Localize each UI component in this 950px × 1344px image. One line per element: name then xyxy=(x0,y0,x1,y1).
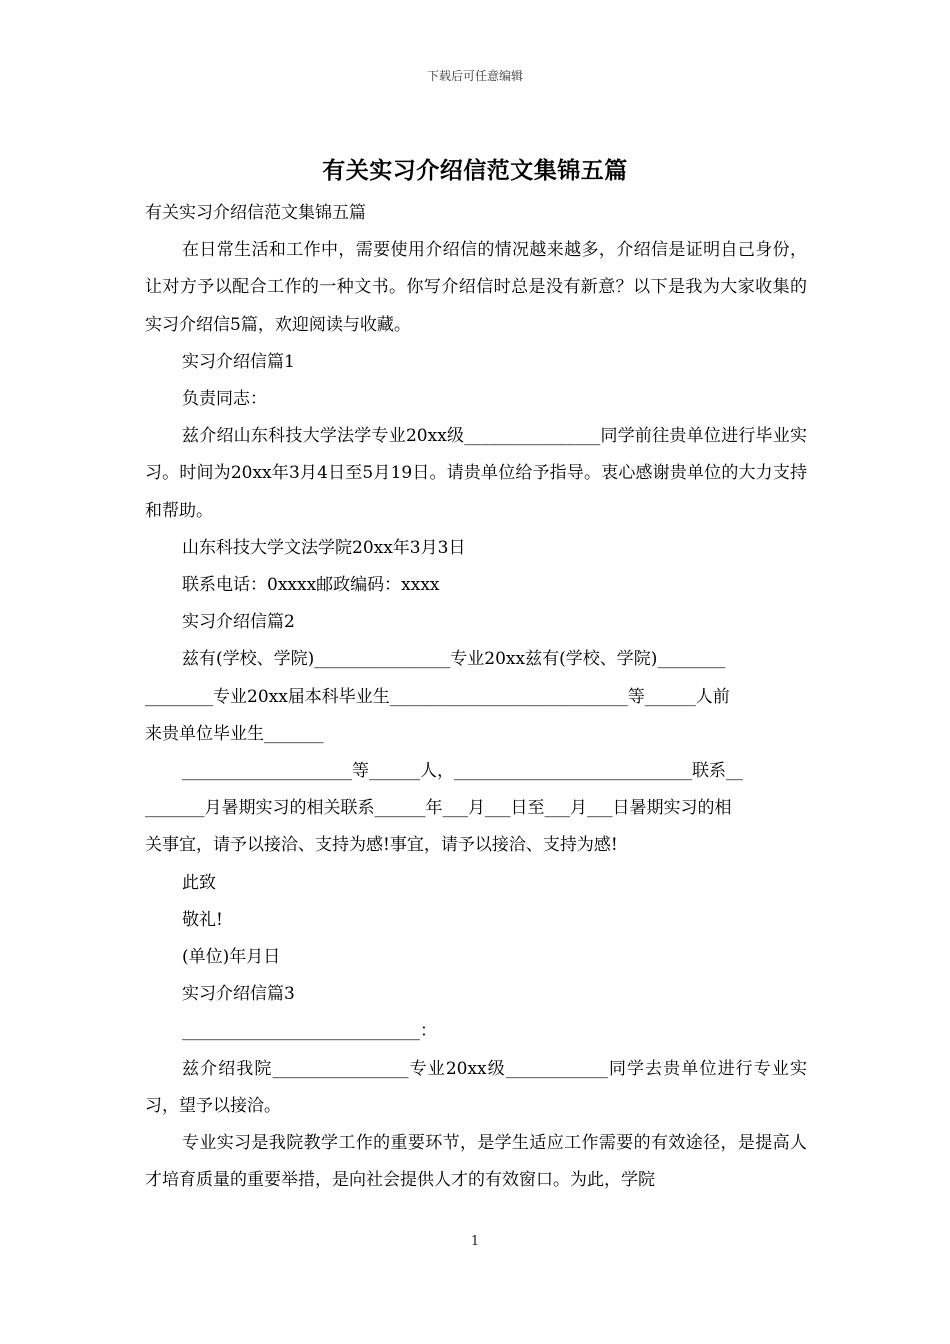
letter1-signature: 山东科技大学文法学院20xx年3月3日 xyxy=(182,537,466,558)
letter2-line: ____________________等______人，____________________________联系__ xyxy=(182,761,743,782)
subtitle-line: 有关实习介绍信范文集锦五篇 xyxy=(145,203,366,223)
letter2-line: 兹有(学校、学院)________________专业20xx兹有(学校、学院)________ xyxy=(182,649,726,670)
letter1-body: 兹介绍山东科技大学法学专业20xx级________________同学前往贵单位进行毕业实习。时间为20xx年3月4日至5月19日。请贵单位给予指导。衷心感谢贵单位的大力支持和帮助。 xyxy=(145,426,807,521)
letter1-contact: 联系电话：0xxxx邮政编码：xxxx xyxy=(182,575,440,596)
document-title: 有关实习介绍信范文集锦五篇 xyxy=(322,157,628,184)
section-heading-2: 实习介绍信篇2 xyxy=(182,612,295,633)
letter3-addressee: ____________________________： xyxy=(182,1021,437,1042)
letter2-line: ________专业20xx届本科毕业生____________________________等______人前 xyxy=(145,686,730,707)
intro-paragraph: 在日常生活和工作中，需要使用介绍信的情况越来越多，介绍信是证明自己身份，让对方予以配合工作的一种文书。你写介绍信时总是没有新意？以下是我为大家收集的实习介绍信5篇，欢迎阅读与收藏。 xyxy=(145,240,807,335)
letter2-line: _______月暑期实习的相关联系______年___月___日至___月___日暑期实习的相 xyxy=(145,798,732,819)
section-heading-1: 实习介绍信篇1 xyxy=(182,351,295,372)
closing-jingli: 敬礼! xyxy=(182,909,223,930)
page-number: 1 xyxy=(470,1234,480,1249)
letter2-signature: (单位)年月日 xyxy=(182,947,281,968)
document-body xyxy=(145,195,807,1199)
salutation: 负责同志： xyxy=(182,389,267,410)
letter2-line: 来贵单位毕业生_______ xyxy=(145,723,324,744)
letter2-line: 关事宜，请予以接洽、支持为感!事宜，请予以接洽、支持为感! xyxy=(145,835,618,856)
closing-cizhi: 此致 xyxy=(182,872,216,893)
download-note: 下载后可任意编辑 xyxy=(426,69,523,83)
section-heading-3: 实习介绍信篇3 xyxy=(182,984,295,1005)
letter3-body: 专业实习是我院教学工作的重要环节，是学生适应工作需要的有效途径，是提高人才培育质量的重要举措，是向社会提供人才的有效窗口。为此，学院 xyxy=(145,1133,807,1191)
letter3-intro: 兹介绍我院________________专业20xx级____________同学去贵单位进行专业实习，望予以接洽。 xyxy=(145,1058,807,1116)
